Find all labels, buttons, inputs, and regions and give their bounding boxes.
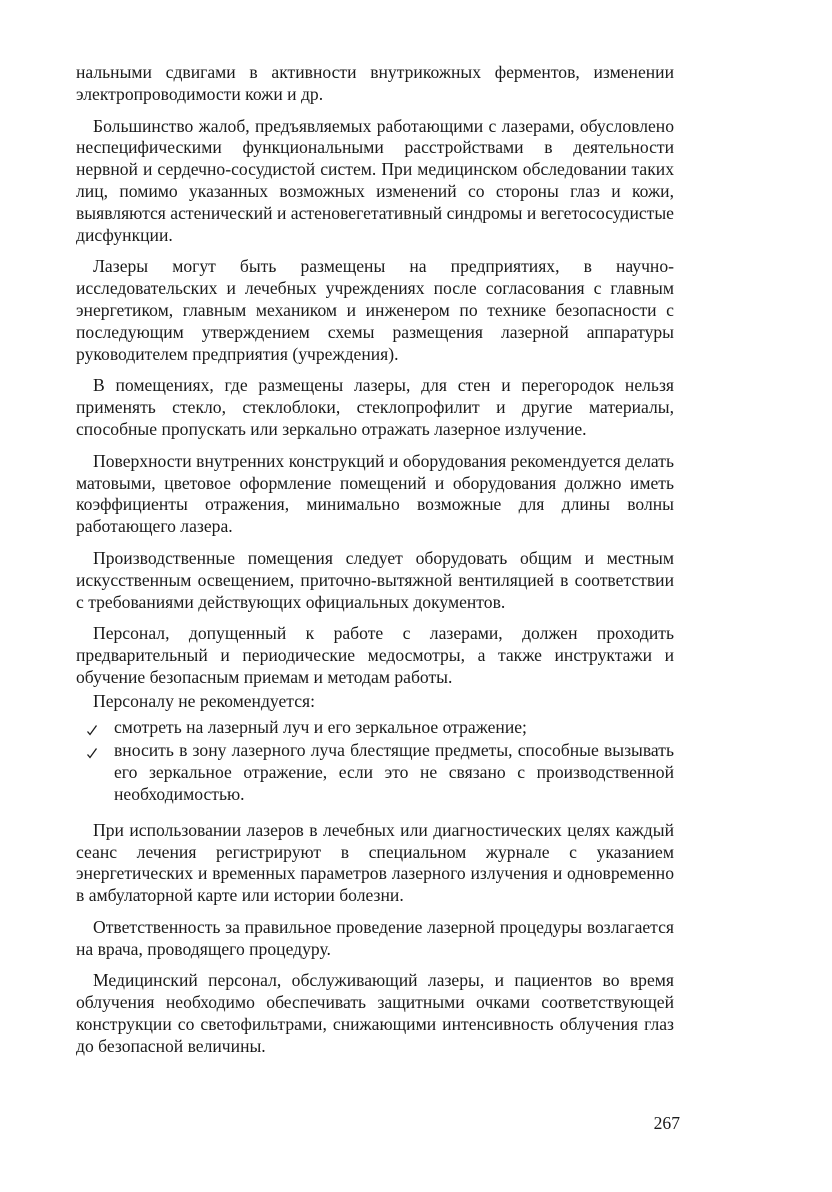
paragraph-complaints: Большинство жалоб, предъявляемых работающими с лазерами, обусловлено неспецифическими функциональными расстройствами в деятельности нервной и сердечно-сосудистой систем. При медицинском обследовании таких лиц, помимо указанных возможных изменений со стороны глаз и кожи, выявляются астенический и астеновегетативный синдромы и вегетососудистые дисфункции. — [76, 115, 674, 245]
paragraph-lighting: Производственные помещения следует оборудовать общим и местным искусственным освещением, приточно-вытяжной вентиляцией в соответствии с требованиями действующих официальных документов. — [76, 547, 674, 612]
paragraph-not-recommended: Персоналу не рекомендуется: — [93, 690, 315, 711]
paragraph-room-materials: В помещениях, где размещены лазеры, для стен и перегородок нельзя применять стекло, стеклоблоки, стеклопрофилит и другие материалы, способные пропускать или зеркально отражать лазерное излучение. — [76, 375, 674, 439]
check-icon — [86, 747, 98, 759]
paragraph-laser-placement: Лазеры могут быть размещены на предприятиях, в научно-исследовательских и лечебных учреждениях после согласования с главным энергетиком, главным механиком и инженером по технике безопасности с последующим утверждением схемы размещения лазерной аппаратуры руководителем предприятия (учреждения). — [76, 256, 674, 364]
page-number: 267 — [653, 1113, 680, 1133]
paragraph-continuation: нальными сдвигами в активности внутрикожных ферментов, изменении электропроводимости кожи и др. — [76, 62, 674, 104]
paragraph-surfaces: Поверхности внутренних конструкций и оборудования рекомендуется делать матовыми, цветовое оформление помещений и оборудования должно иметь коэффициенты отражения, минимально возможные для длины волны работающего лазера. — [76, 450, 674, 537]
list-item — [76, 717, 674, 739]
list-item — [76, 740, 674, 805]
page-body — [76, 62, 674, 1058]
paragraph-responsibility: Ответственность за правильное проведение лазерной процедуры возлагается на врача, проводящего процедуру. — [76, 916, 674, 959]
paragraph-protective-glasses: Медицинский персонал, обслуживающий лазеры, и пациентов во время облучения необходимо обеспечивать защитными очками соответствующей конструкции со светофильтрами, снижающими интенсивность облучения глаз до безопасной величины. — [76, 970, 674, 1056]
list-item-text: смотреть на лазерный луч и его зеркальное отражение; — [114, 716, 527, 737]
list-item-text: вносить в зону лазерного луча блестящие предметы, способные вызывать его зеркальное отражение, если это не связано с производственной необходимостью. — [114, 740, 674, 804]
check-icon — [86, 724, 98, 736]
paragraph-treatment-log: При использовании лазеров в лечебных или диагностических целях каждый сеанс лечения регистрируют в специальном журнале с указанием энергетических и временных параметров лазерного излучения и одновременно в амбулаторной карте или истории болезни. — [76, 819, 674, 906]
checklist — [76, 717, 674, 806]
paragraph-personnel: Персонал, допущенный к работе с лазерами, должен проходить предварительный и периодические медосмотры, а также инструктажи и обучение безопасным приемам и методам работы. — [76, 623, 674, 687]
